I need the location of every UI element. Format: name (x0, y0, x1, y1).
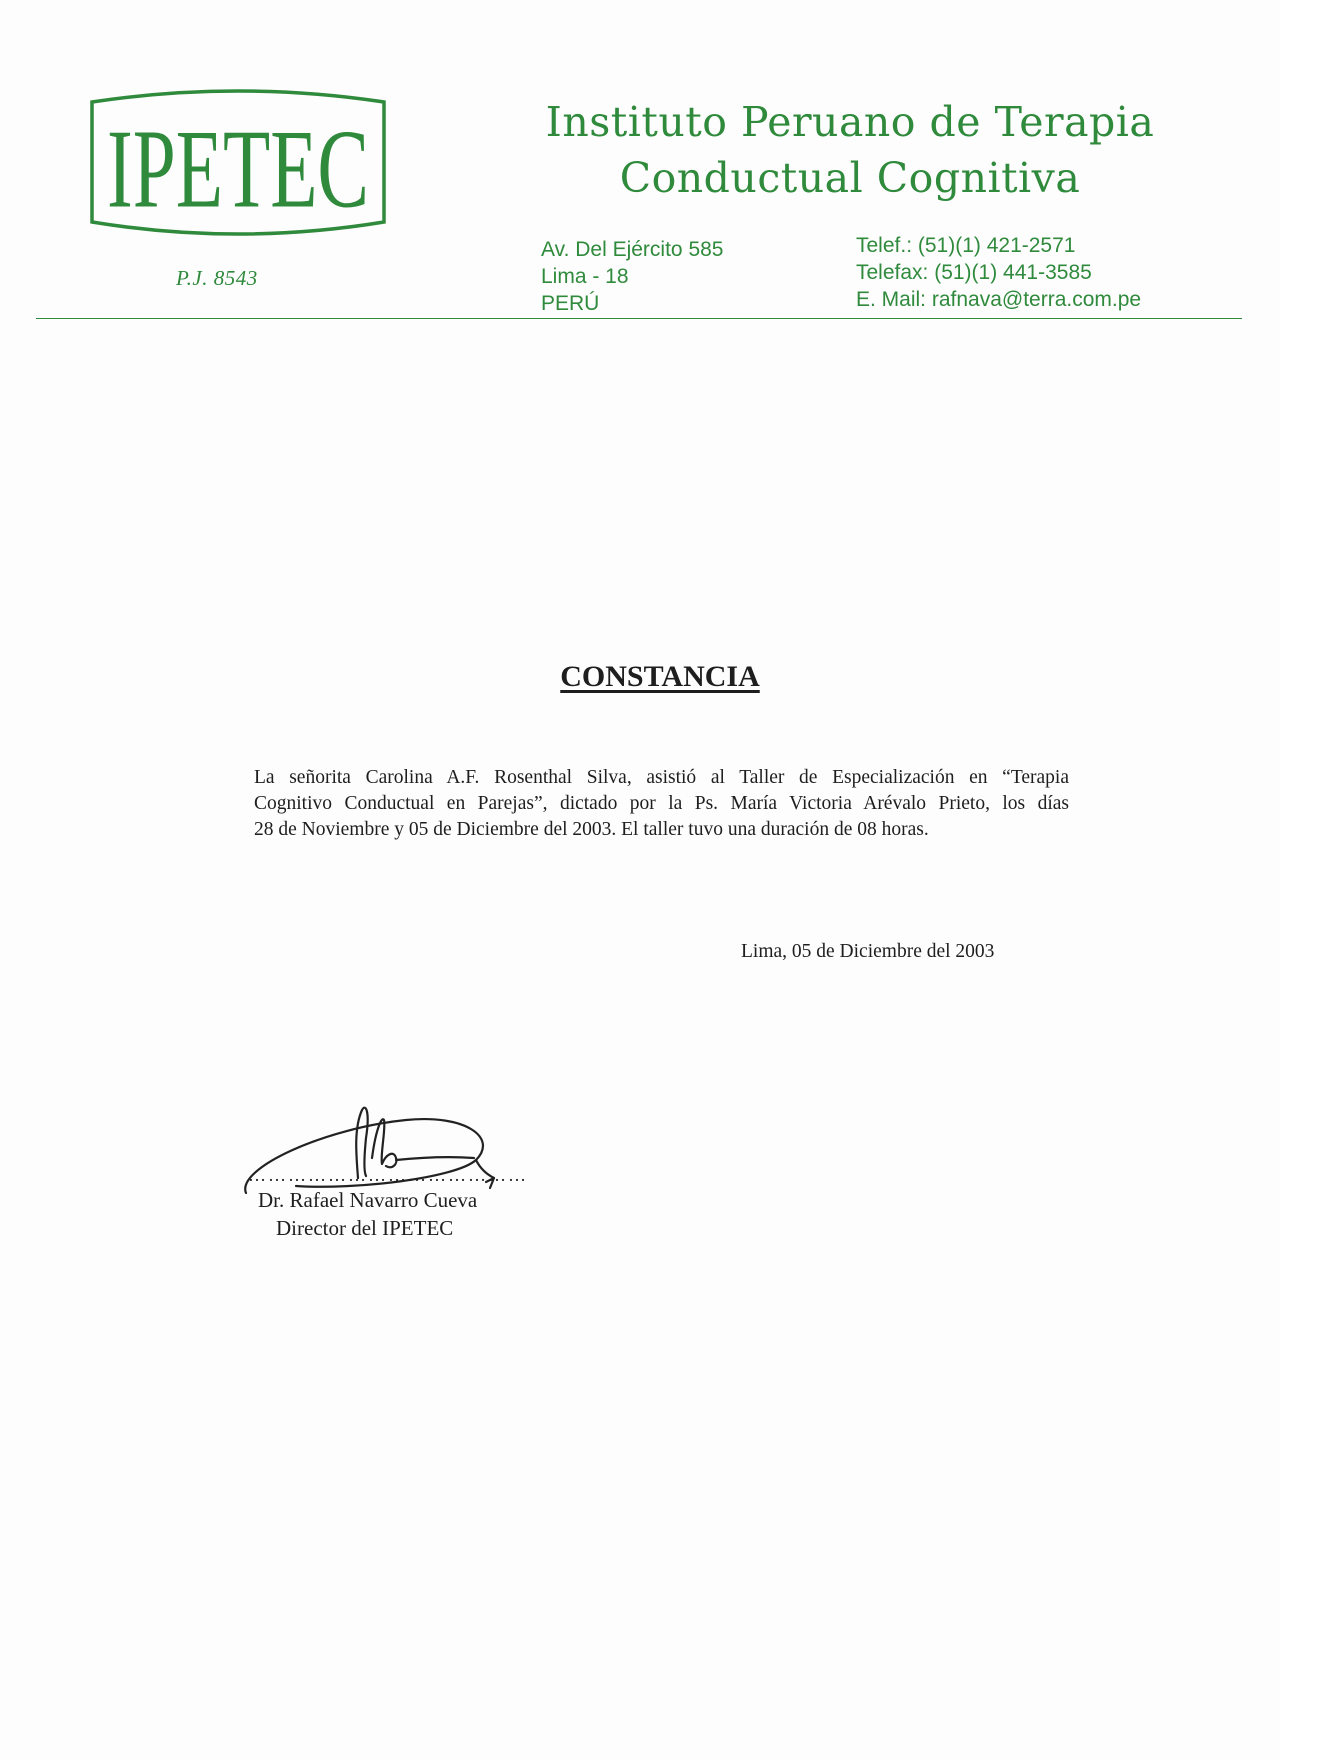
institute-name-line1: Instituto Peruano de Terapia (545, 98, 1155, 146)
phone-number: Telef.: (51)(1) 421-2571 (856, 234, 1076, 257)
email-address: E. Mail: rafnava@terra.com.pe (856, 288, 1142, 311)
address-block (541, 236, 723, 317)
registration-number: P.J. 8543 (176, 266, 258, 290)
body-line-3: 28 de Noviembre y 05 de Diciembre del 2003. El taller tuvo una duración de 08 horas. (254, 819, 929, 840)
logo-text: IPETEC (107, 106, 369, 231)
address-city: Lima - 18 (541, 265, 629, 288)
body-paragraph (254, 765, 1069, 843)
signature-line: …………………………………… (248, 1165, 528, 1185)
institute-name (470, 94, 1230, 206)
document-title: CONSTANCIA (560, 660, 760, 693)
address-street: Av. Del Ejército 585 (541, 238, 724, 261)
signer-role: Director del IPETEC (276, 1216, 454, 1240)
fax-number: Telefax: (51)(1) 441-3585 (856, 261, 1092, 284)
contact-block (856, 232, 1141, 313)
body-line-1: La señorita Carolina A.F. Rosenthal Silva, asistió al Taller de Especialización en “Terapia (254, 767, 1069, 788)
body-line-2: Cognitivo Conductual en Parejas”, dictado por la Ps. María Victoria Arévalo Prieto, los días (254, 793, 1069, 814)
header-divider (36, 318, 1242, 319)
institute-name-line2: Conductual Cognitiva (619, 154, 1081, 202)
ipetec-logo (88, 88, 388, 250)
address-country: PERÚ (541, 292, 600, 315)
signer-name: Dr. Rafael Navarro Cueva (258, 1188, 478, 1212)
place-date: Lima, 05 de Diciembre del 2003 (741, 941, 995, 962)
